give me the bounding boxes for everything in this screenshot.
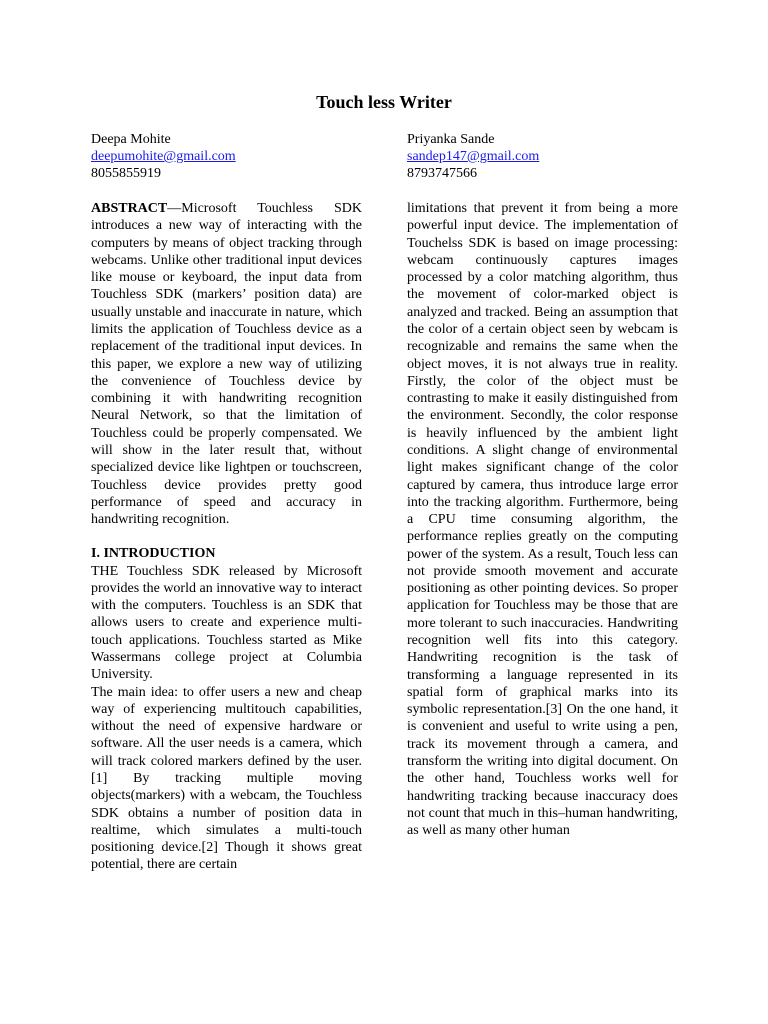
author-name: Priyanka Sande <box>407 132 495 147</box>
body-paragraph: limitations that prevent it from being a more powerful input device. The implementation of Touchelss SDK is based on image processing: webcam continuously captures images processed by a color matching algorithm, thus the movement of color-marked object is analyzed and tracked. Being an assumption that the color of a certain object seen by webcam is recognizable and remains the same when the object moves, it is not always true in reality. Firstly, the color of the object must be contrasting to make it easily distinguished from the environment. Secondly, the color response is heavily influenced by the ambient light conditions. A slight change of environmental light makes significant change of the color captured by camera, thus introduce large error into the tracking algorithm. Furthermore, being a CPU time consuming algorithm, the performance replies greatly on the computing power of the system. As a result, Touch less can not provide smooth movement and accurate positioning as other pointing devices. So proper application for Touchless may be those that are more tolerant to such inaccuracies. Handwriting recognition well fits into this category. Handwriting recognition is the task of transforming a language represented in its spatial form of graphical marks into its symbolic representation.[3] On the one hand, it is convenient and useful to write using a pen, track its movement through a camera, and transform the writing into digital document. On the other hand, Touchless works well for handwriting tracking because inaccuracy does not count that much in this–human handwriting, as well as many other human <box>407 201 678 839</box>
abstract-label: ABSTRACT <box>91 201 168 216</box>
abstract-text: —Microsoft Touchless SDK introduces a new way of interacting with the computers by means of object tracking through webcams. Unlike other traditional input devices like mouse or keyboard, the input data from Touchless SDK (markers’ position data) are usually unstable and inaccurate in nature, which limits the application of Touchless device as a replacement of the traditional input devices. In this paper, we explore a new way of utilizing the convenience of Touchless device by combining it with handwriting recognition Neural Network, so that the limitation of Touchless could be properly compensated. We will show in the later result that, without specialized device like lightpen or touchscreen, Touchless device provides pretty good performance of speed and accuracy in handwriting recognition. <box>91 201 362 528</box>
right-column <box>407 200 678 839</box>
author-phone: 8055855919 <box>91 166 161 181</box>
author-phone: 8793747566 <box>407 166 477 181</box>
author-block-2 <box>407 131 539 182</box>
author-email-link[interactable]: sandep147@gmail.com <box>407 149 540 164</box>
paper-title: Touch less Writer <box>316 92 452 112</box>
author-block-1 <box>91 131 236 182</box>
left-column <box>91 200 362 874</box>
intro-paragraph-1: THE Touchless SDK released by Microsoft provides the world an innovative way to interact with the computers. Touchless is an SDK that allows users to create and experience multi-touch applications. Touchless started as Mike Wassermans college project at Columbia University. <box>91 563 362 683</box>
section-heading-introduction: I. INTRODUCTION <box>91 546 216 562</box>
author-email-link[interactable]: deepumohite@gmail.com <box>91 149 236 164</box>
author-name: Deepa Mohite <box>91 132 171 147</box>
intro-paragraph-2: The main idea: to offer users a new and cheap way of experiencing multitouch capabilities, without the need of expensive hardware or software. All the user needs is a camera, which will track colored markers defined by the user.[1] By tracking multiple moving objects(markers) with a webcam, the Touchless SDK obtains a number of position data in realtime, which simulates a multi-touch positioning device.[2] Though it shows great potential, there are certain <box>91 684 362 873</box>
abstract <box>91 200 362 528</box>
